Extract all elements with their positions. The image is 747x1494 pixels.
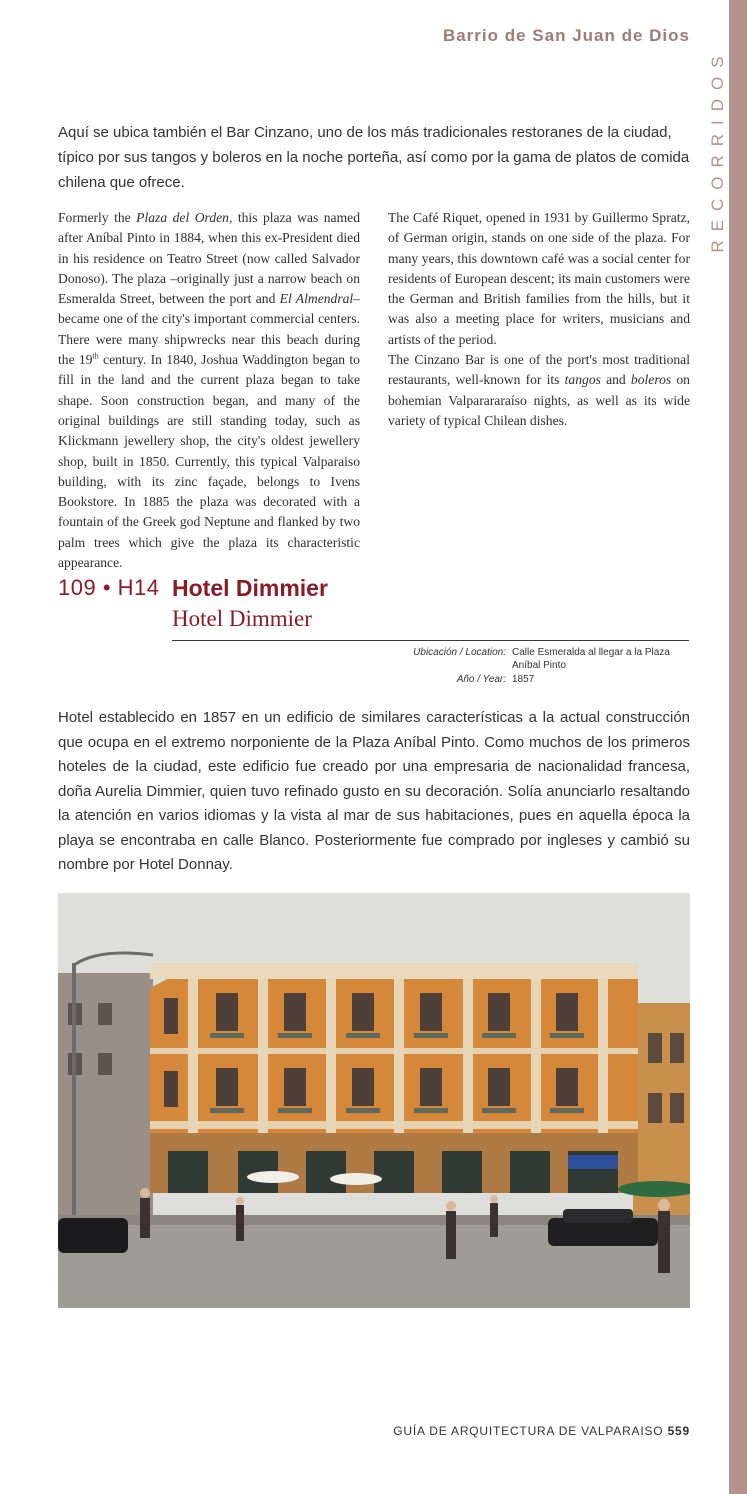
intro-paragraph-es: Aquí se ubica también el Bar Cinzano, uno de los más tradicionales restoranes de la ciudad, típico por sus tangos y boleros en la noche porteña, así como por la gama de platos de comida chilena que ofrece. (58, 124, 690, 191)
hotel-photo-illustration (58, 893, 690, 1308)
hotel-photo (58, 893, 690, 1308)
entry-title: Hotel Dimmier (172, 575, 328, 601)
footer-guide-title: GUÍA DE ARQUITECTURA DE VALPARAISO (393, 1424, 664, 1438)
entry-subtitle: Hotel Dimmier (172, 606, 312, 631)
english-text-column-left (58, 208, 360, 573)
meta-location-value: Calle Esmeralda al llegar a la Plaza Aníbal Pinto (512, 647, 670, 671)
entry-metadata (330, 646, 690, 687)
side-label-text: RECORRIDOS (708, 47, 727, 253)
page-footer (393, 1424, 690, 1438)
entry-number: 109 • H14 (58, 575, 160, 600)
english-text-column-right (388, 208, 690, 431)
side-color-bar (729, 0, 747, 1494)
meta-year-key: Año / Year: (456, 674, 506, 685)
entry-body-es: Hotel establecido en 1857 en un edificio de similares características a la actual construcción que ocupa en el extremo norponiente de la Plaza Aníbal Pinto. Como muchos de los primeros hoteles de la ciudad, este edificio fue creado por una empresaria de nacionalidad francesa, doña Aurelia Dimmier, quien tuvo refinado gusto en su decoración. Solía anunciarlo resaltando la atención en varios idiomas y la vista al mar de sus habitaciones, pues en aquella época la playa se encontraba en calle Blanco. Posteriormente fue comprado por ingleses y cambió su nombre por Hotel Donnay. (58, 709, 690, 873)
running-header-title: Barrio de San Juan de Dios (442, 26, 690, 45)
entry-divider (172, 640, 689, 641)
meta-location-key: Ubicación / Location: (413, 647, 506, 658)
english-paragraph-2: The Café Riquet, opened in 1931 by Guillermo Spratz, of German origin, stands on one side of the plaza. For many years, this downtown café was a social center for residents of European descent; its main customers were the German and British families from the hills, but it was also a meeting place for writers, musicians and artists of the period. (388, 210, 690, 347)
english-paragraph-1: Formerly the Plaza del Orden, this plaza was named after Aníbal Pinto in 1884, when this ex-President died in his residence on Teatro Street (now called Salvador Donoso). The plaza –originally just a narrow beach on Esmeralda Street, between the port and El Almendral– became one of the city's important commercial centers. There were many shipwrecks near this beach during the 19th century. In 1840, Joshua Waddington began to fill in the land and the current plaza began to take shape. Soon construction began, and many of the original buildings are still standing today, such as Klickmann jewellery shop, the city's oldest jewellery shop, built in 1850. Currently, this typical Valparaiso building, with its zinc façade, belongs to Ivens Bookstore. In 1885 the plaza was decorated with a fountain of the Greek god Neptune and flanked by two palm trees which give the plaza its characteristic appearance. (58, 210, 360, 571)
page-number: 559 (667, 1424, 690, 1438)
section-side-label (706, 40, 730, 260)
meta-location-row (330, 646, 690, 672)
meta-year-value: 1857 (512, 674, 535, 685)
english-paragraph-3: The Cinzano Bar is one of the port's most traditional restaurants, well-known for its tangos and boleros on bohemian Valparararaíso nights, as well as its wide variety of typical Chilean dishes. (388, 352, 690, 428)
meta-year-row (330, 673, 690, 686)
